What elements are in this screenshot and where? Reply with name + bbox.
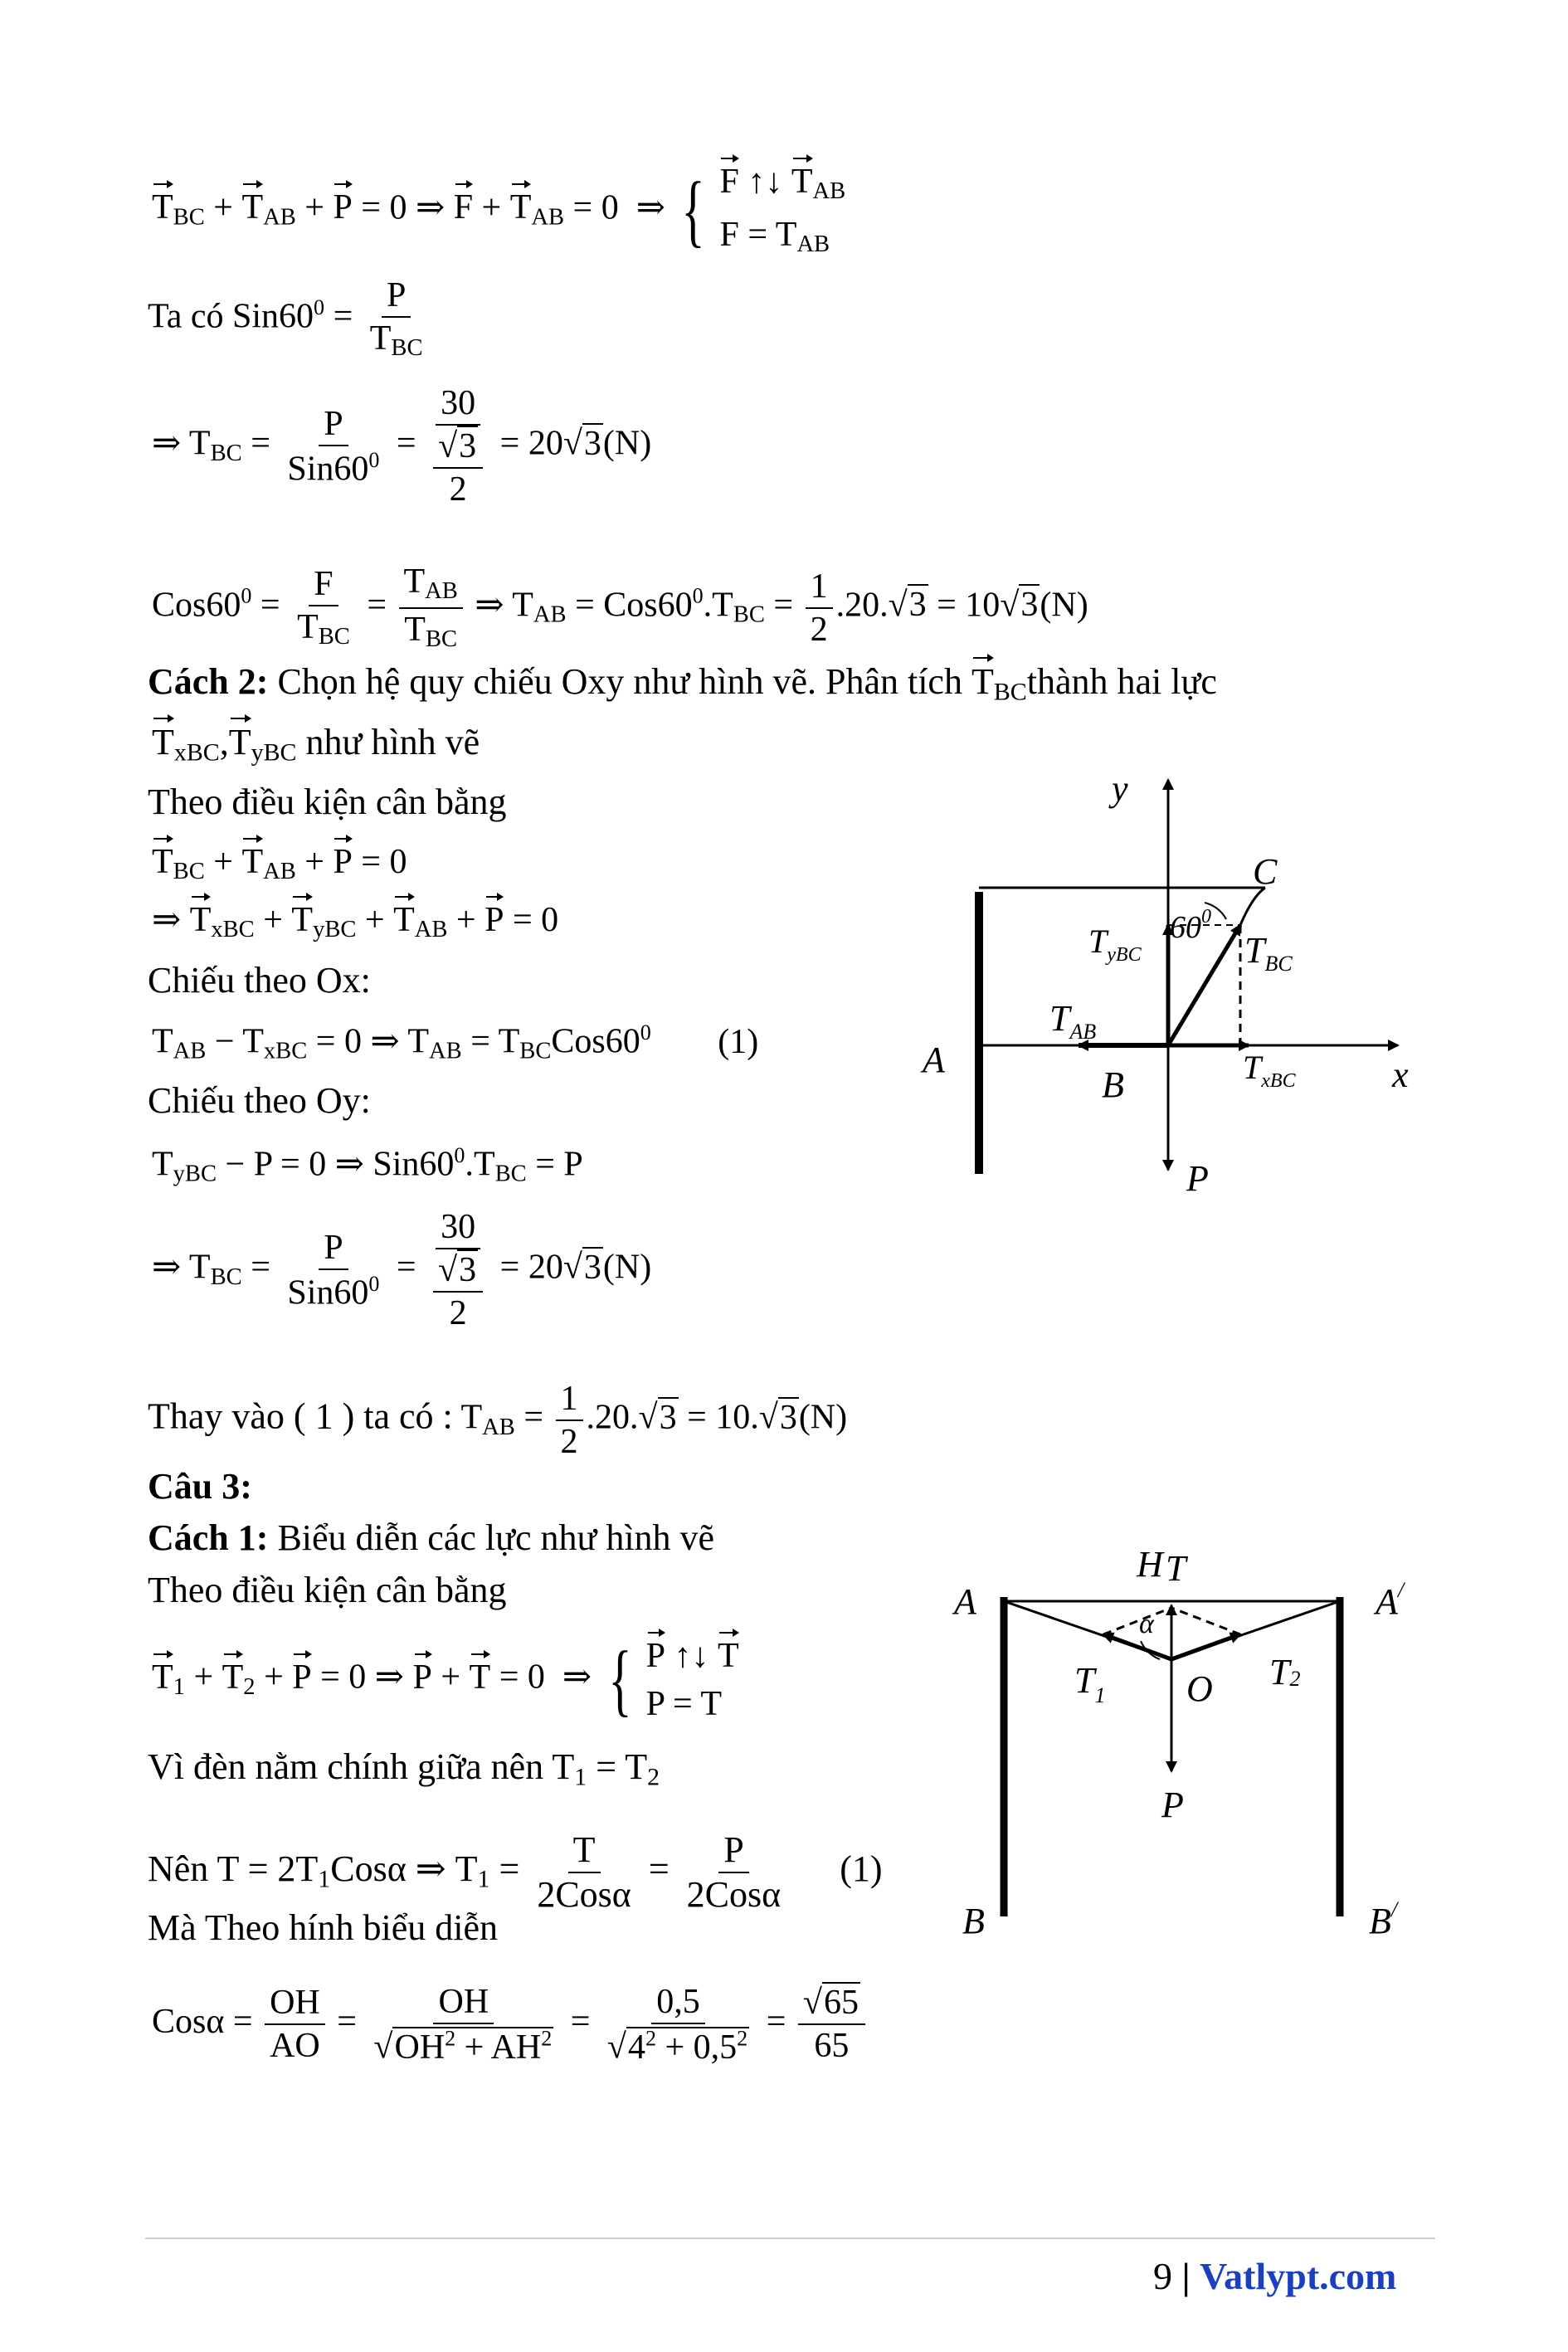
cach2-heading: Cách 2:	[148, 661, 269, 702]
footer-separator: |	[1181, 2255, 1191, 2297]
cau3-condition: Theo điều kiện cân bằng	[148, 1570, 507, 1610]
cau3-title: Câu 3:	[148, 1466, 252, 1507]
cach2-eq-tbc: ⇒ $T_{BC}$ = $\frac{P}{Sin60^0}$ = $\frac{30}{\frac{√3}{2}}$ = 20√3(N)	[152, 1208, 652, 1332]
val-30: 30	[436, 386, 480, 426]
val-1b: 1	[556, 1381, 583, 1421]
label-o: O	[1186, 1668, 1213, 1709]
label-t1: $T_1$	[1074, 1660, 1106, 1707]
cach2-eq-label-1: (1)	[718, 1022, 759, 1061]
footer-site-link[interactable]: Vatlypt.com	[1200, 2255, 1397, 2297]
eq-sin60-ratio: Ta có $Sin60^0$ = $\frac{P}{T_{BC}}$	[148, 276, 423, 362]
page-number: 9	[1153, 2255, 1172, 2297]
label-b2-pole: B/	[1369, 1897, 1398, 1941]
figure-cau3-diagram	[937, 1535, 1452, 1950]
unit-n-1: (N)	[602, 424, 652, 463]
label-a: A	[923, 1040, 945, 1080]
val-65a: 65	[823, 1984, 859, 2023]
cau3-heading	[148, 1468, 252, 1505]
cau3-ma-theo: Mà Theo hính biểu diễn	[148, 1907, 498, 1948]
unit-n-4: (N)	[798, 1398, 848, 1437]
label-a-pole: A	[954, 1581, 976, 1622]
unit-n-3: (N)	[602, 1248, 652, 1287]
label-a2-pole: A/	[1376, 1578, 1405, 1622]
label-tbc: $T_{BC}$	[1244, 930, 1293, 976]
mid-20: .20.	[586, 1398, 639, 1437]
cach2-condition: Theo điều kiện cân bằng	[148, 782, 507, 822]
footer-divider	[145, 2238, 1435, 2239]
dash-left	[1103, 1608, 1171, 1634]
nen-text: Nên	[148, 1848, 209, 1890]
cau3-eq-label-1: (1)	[840, 1848, 883, 1890]
label-tybc: $T_{yBC}$	[1088, 923, 1142, 966]
cau3-nen: Nên $T = 2T_1Cos\alpha$ ⇒ $T_1$ = $\frac{T}{\text{2Cosα}}$ = $\frac{P}{\text{2Cosα}}$ (1)	[148, 1829, 883, 1915]
eq-cos60-tab: $Cos60^0$ = $\frac{F}{T_{BC}}$ = $\frac{T_{AB}}{T_{BC}}$ ⇒ $T_{AB} = Cos60^0.T_{BC}$ = $\frac{1}{2}$ .20.√3 = 10√3(N)	[152, 562, 1088, 652]
cau3-cach1	[148, 1517, 715, 1558]
res-bc-2: = 20	[499, 1248, 563, 1287]
thay-vao-text: Thay vào ( 1 ) ta có :	[148, 1395, 453, 1437]
cau3-cach1-text: Biểu diễn các lực như hình vẽ	[277, 1517, 715, 1558]
val-2b: 2	[810, 610, 828, 649]
cach2-eq-decomp: ⇒ $T_{xBC} + T_{yBC} + T_{AB} + P = 0$	[152, 901, 559, 943]
cach2-proj-oy: Chiếu theo Oy:	[148, 1080, 371, 1121]
label-txbc: $T_{xBC}$	[1243, 1049, 1296, 1092]
val-30b: 30	[436, 1210, 480, 1249]
val-65b: 65	[814, 2027, 850, 2066]
label-b-pole: B	[962, 1901, 985, 1941]
label-angle: $60^0$	[1170, 906, 1211, 945]
label-h: H	[1137, 1544, 1163, 1585]
vector-t1	[1103, 1634, 1171, 1659]
ta-co-text: Ta có	[148, 297, 224, 336]
label-y: y	[1112, 768, 1128, 809]
rope-bc	[1240, 888, 1265, 925]
res-ab: = 10	[937, 586, 1001, 625]
cach2-thay-vao: Thay vào ( 1 ) ta có : $T_{AB}$ = $\frac{1}{2}$ .20.√3 = 10.√3(N)	[148, 1380, 848, 1461]
figure-cach2-diagram	[913, 763, 1427, 1211]
val-4: 4	[627, 2028, 645, 2067]
label-b: B	[1102, 1064, 1124, 1105]
val-2d: 2	[560, 1423, 578, 1461]
res-bc: = 20	[499, 424, 563, 463]
label-t: T	[1166, 1548, 1186, 1589]
unit-n-2: (N)	[1040, 586, 1088, 625]
val-05: 0,5	[651, 1984, 705, 2024]
eq-sum-forces-1: $T_{BC} + T_{AB} + P = 0$ ⇒ $F + T_{AB} = 0$ ⇒ { F ↑↓ $T_{AB}$ $F = T_{AB}$	[152, 163, 846, 257]
res-end: = 10.	[687, 1398, 759, 1437]
cau3-cos-alpha: Cosα = $\frac{OH}{AO}$ = $\frac{OH}{√OH^2 + AH^2}$ = $\frac{0,5}{√4^2 + 0,5^2}$ = $\frac{√65}{65}$	[152, 1984, 869, 2065]
val-2: 2	[449, 470, 467, 509]
label-p2: P	[1161, 1785, 1184, 1825]
cach2-eq-oy: $T_{yBC} - P = 0$ ⇒ $Sin60^0.T_{BC} = P$	[152, 1143, 583, 1187]
cach2-text1: Chọn hệ quy chiếu Oxy như hình vẽ. Phân tích	[277, 661, 962, 702]
val-2c: 2	[449, 1294, 467, 1332]
eq-tbc-result-1: ⇒ $T_{BC}$ = $\frac{P}{Sin60^0}$ = $\frac{30}{\frac{√3}{2}}$ = 20√3(N)	[152, 384, 652, 509]
cau3-vi-den: Vì đèn nằm chính giữa nên $T_1 = T_2$	[148, 1746, 660, 1791]
cach2-eq-ox: $T_{AB} - T_{xBC} = 0$ ⇒ $T_{AB} = T_{BC}Cos60^0$ (1)	[152, 1020, 759, 1064]
cach2-text2: thành hai lực	[1026, 661, 1217, 702]
cach2-line2: $T_{xBC},T_{yBC}$ như hình vẽ	[152, 722, 480, 767]
page-footer	[1153, 2254, 1396, 2298]
cau3-eq-sum: $T_1 + T_2 + P = 0$ ⇒ P + T = 0 ⇒ { P ↑↓ T P = T	[152, 1635, 739, 1725]
val-1: 1	[806, 569, 833, 609]
cau3-cach1-heading: Cách 1:	[148, 1517, 269, 1558]
label-x: x	[1392, 1054, 1409, 1095]
vector-t2	[1171, 1634, 1240, 1659]
cach2-eq-sum: $T_{BC} + T_{AB} + P = 0$	[152, 843, 407, 885]
label-t2: T2	[1269, 1652, 1301, 1692]
label-alpha: α	[1139, 1609, 1154, 1639]
cach2-line1: Cách 2: Chọn hệ quy chiếu Oxy như hình vẽ. Phân tích $T_{BC}thành$ hai lực	[148, 661, 1217, 706]
cach2-proj-ox: Chiếu theo Ox:	[148, 960, 371, 1001]
dash-right	[1171, 1608, 1240, 1634]
label-c: C	[1253, 851, 1278, 892]
cach2-text3: như hình vẽ	[305, 722, 480, 762]
label-tab: $T_{AB}$	[1049, 998, 1097, 1044]
vi-den-text: Vì đèn nằm chính giữa nên	[148, 1746, 544, 1787]
label-p: P	[1186, 1158, 1209, 1199]
